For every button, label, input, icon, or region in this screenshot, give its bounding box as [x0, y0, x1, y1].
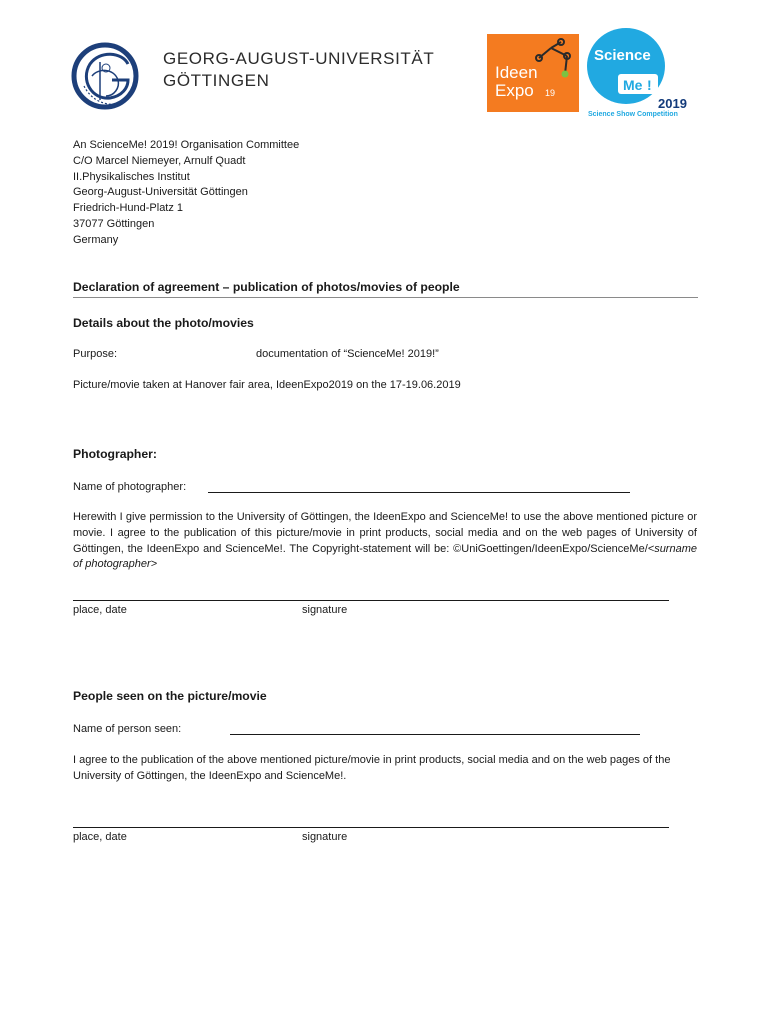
permission-text-italic: <surname of photographer>: [73, 542, 697, 571]
purpose-value: documentation of “ScienceMe! 2019!”: [256, 348, 439, 360]
details-heading: Details about the photo/movies: [73, 316, 254, 330]
permission-text-main: Herewith I give permission to the University of Göttingen, the IdeenExpo and ScienceMe! to use the above mentioned picture or movie. I agree to the publication of this picture/movie in print products, social media and on the web pages of University of Göttingen, the IdeenExpo and ScienceMe!. The Copyright-statement will be: ©UniGoettingen/IdeenExpo/ScienceMe/: [73, 511, 697, 555]
people-signature-label: signature: [302, 831, 348, 843]
university-seal-logo: [70, 40, 160, 112]
person-name-field[interactable]: [230, 734, 640, 735]
taken-at-text: Picture/movie taken at Hanover fair area, IdeenExpo2019 on the 17-19.06.2019: [73, 379, 461, 391]
scienceme-logo-tagline: Science Show Competition: [588, 111, 678, 118]
address-line: II.Physikalisches Institut: [73, 170, 190, 183]
photographer-place-date-label: place, date: [73, 604, 127, 616]
people-heading: People seen on the picture/movie: [73, 689, 267, 703]
scienceme-logo-year: 2019: [658, 96, 687, 111]
university-name-line1: GEORG-AUGUST-UNIVERSITÄT: [163, 49, 435, 68]
scienceme-logo-mark: !: [647, 77, 652, 93]
people-signature-line[interactable]: [73, 827, 669, 828]
scienceme-logo-word1: Science: [594, 47, 651, 64]
university-name-line2: GÖTTINGEN: [163, 71, 270, 90]
people-agreement-text: I agree to the publication of the above mentioned picture/movie in print products, social media and on the web pages of the University of Göttingen, the IdeenExpo and ScienceMe!.: [73, 754, 671, 782]
ideenexpo-logo-year: 19: [545, 88, 556, 98]
address-line: Georg-August-Universität Göttingen: [73, 186, 248, 199]
address-line: An ScienceMe! 2019! Organisation Committee: [73, 139, 300, 151]
ideenexpo-logo: [487, 34, 579, 112]
scienceme-logo-word2: Me: [623, 77, 643, 93]
people-place-date-label: place, date: [73, 831, 127, 843]
university-name: [163, 48, 434, 92]
photographer-signature-label: signature: [302, 604, 348, 616]
photographer-signature-line[interactable]: [73, 600, 669, 601]
address-line: C/O Marcel Niemeyer, Arnulf Quadt: [73, 154, 246, 167]
person-name-label: Name of person seen:: [73, 723, 182, 735]
photographer-heading: Photographer:: [73, 447, 157, 461]
declaration-title: Declaration of agreement – publication of photos/movies of people: [73, 280, 698, 298]
address-line: 37077 Göttingen: [73, 217, 155, 230]
scienceme-logo: [584, 26, 704, 118]
purpose-label: Purpose:: [73, 348, 118, 360]
ideenexpo-logo-word1: Ideen: [495, 63, 538, 82]
address-line: Friedrich-Hund-Platz 1: [73, 202, 184, 215]
photographer-name-field[interactable]: [208, 492, 630, 493]
address-line: Germany: [73, 233, 119, 246]
photographer-name-label: Name of photographer:: [73, 481, 187, 493]
ideenexpo-logo-word2: Expo: [495, 81, 534, 100]
photographer-permission-text: [73, 510, 697, 573]
recipient-address: [73, 138, 299, 249]
